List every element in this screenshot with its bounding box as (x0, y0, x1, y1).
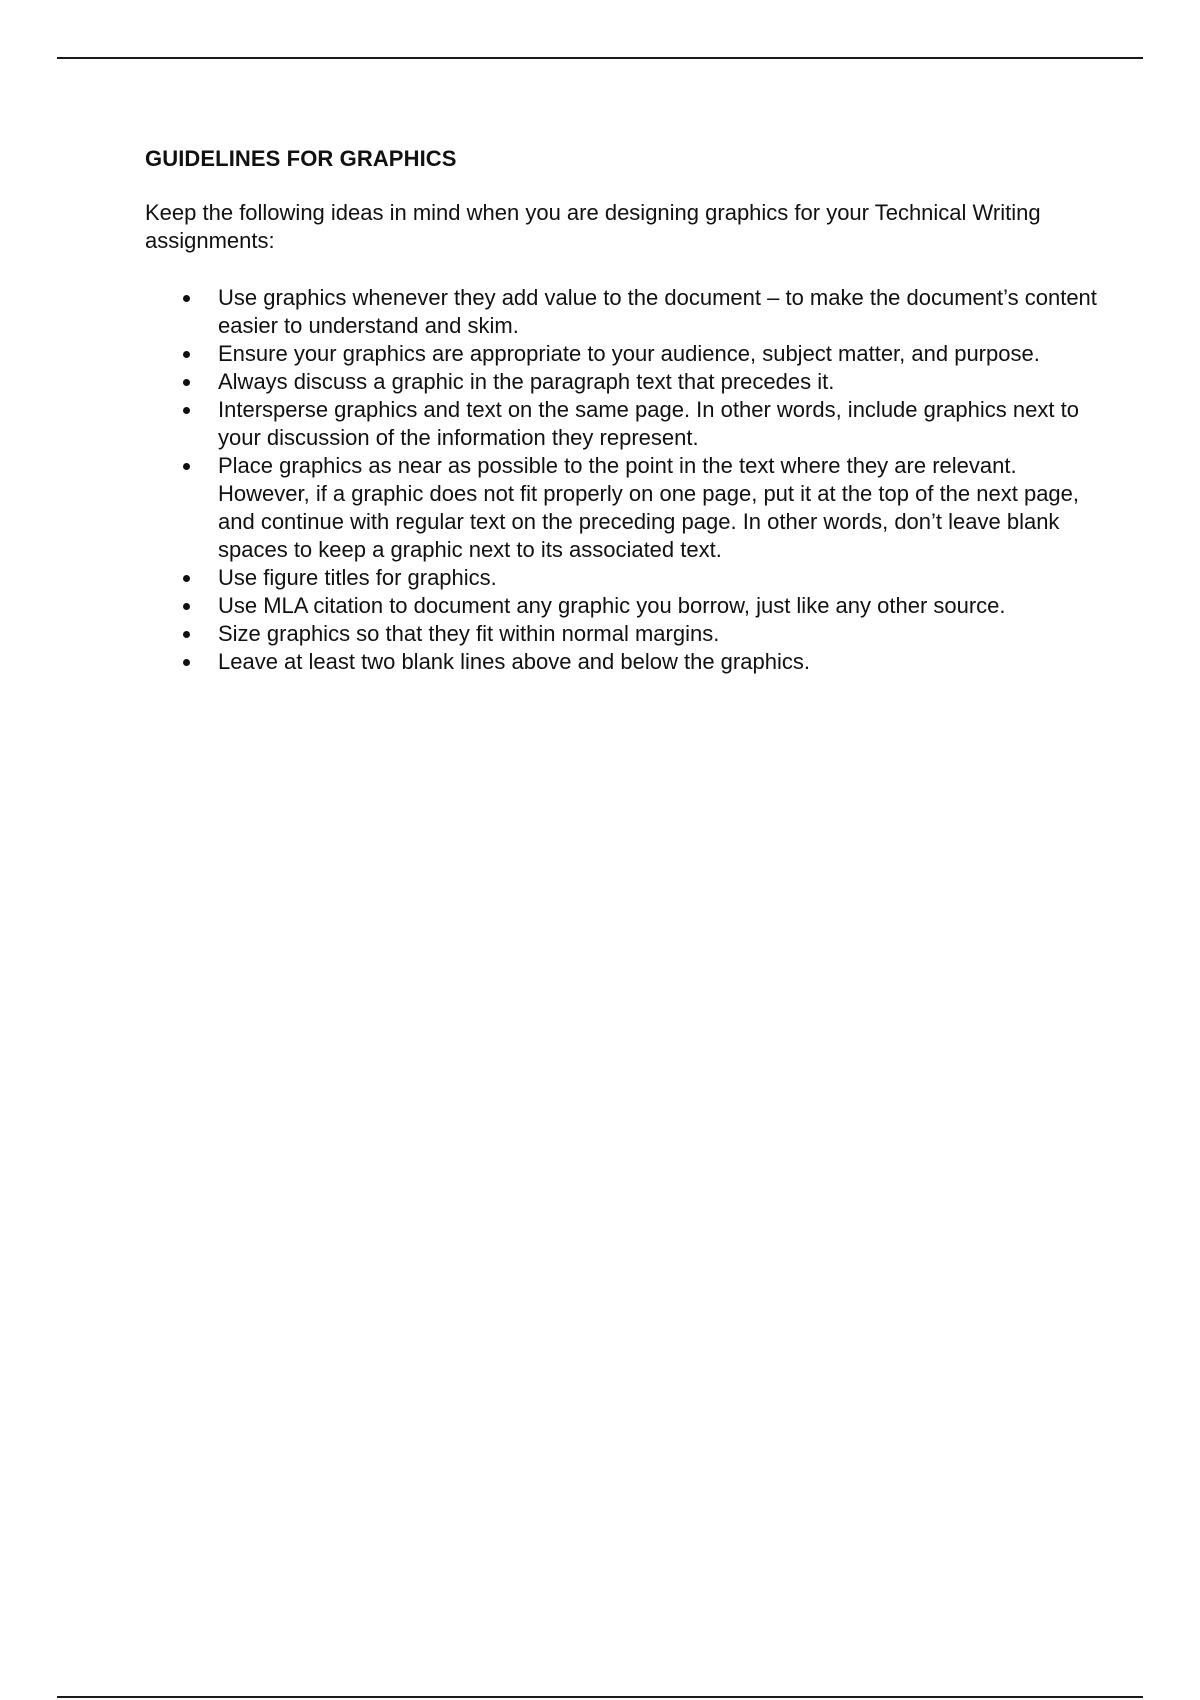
list-item-text: Leave at least two blank lines above and below the graphics. (218, 649, 810, 674)
footer-rule (57, 1696, 1143, 1698)
bullet-icon (183, 407, 190, 414)
list-item (145, 284, 1105, 340)
list-item (145, 340, 1105, 368)
list-item (145, 620, 1105, 648)
list-item (145, 564, 1105, 592)
bullet-icon (183, 575, 190, 582)
list-item-text: Place graphics as near as possible to the point in the text where they are relevant. However, if a graphic does not fit properly on one page, put it at the top of the next page, and continue with regular text on the preceding page. In other words, don’t leave blank spaces to keep a graphic next to its associated text. (218, 453, 1080, 562)
list-item-text: Use MLA citation to document any graphic you borrow, just like any other source. (218, 593, 1006, 618)
bullet-icon (183, 631, 190, 638)
list-item-text: Ensure your graphics are appropriate to your audience, subject matter, and purpose. (218, 341, 1040, 366)
bullet-icon (183, 463, 190, 470)
bullet-icon (183, 659, 190, 666)
guidelines-list (145, 284, 1105, 676)
list-item (145, 368, 1105, 396)
list-item (145, 396, 1105, 452)
bullet-icon (183, 351, 190, 358)
list-item (145, 592, 1105, 620)
header-rule (57, 57, 1143, 59)
list-item-text: Size graphics so that they fit within normal margins. (218, 621, 720, 646)
list-item-text: Intersperse graphics and text on the same page. In other words, include graphics next to your discussion of the information they represent. (218, 397, 1079, 450)
list-item (145, 648, 1105, 676)
bullet-icon (183, 603, 190, 610)
list-item (145, 452, 1105, 564)
intro-paragraph: Keep the following ideas in mind when you are designing graphics for your Technical Writing assignments: (145, 200, 1041, 253)
document-title: GUIDELINES FOR GRAPHICS (145, 146, 457, 171)
list-item-text: Always discuss a graphic in the paragraph text that precedes it. (218, 369, 835, 394)
bullet-icon (183, 379, 190, 386)
page-content (145, 145, 1105, 676)
list-item-text: Use graphics whenever they add value to the document – to make the document’s content easier to understand and skim. (218, 285, 1097, 338)
bullet-icon (183, 295, 190, 302)
list-item-text: Use figure titles for graphics. (218, 565, 497, 590)
